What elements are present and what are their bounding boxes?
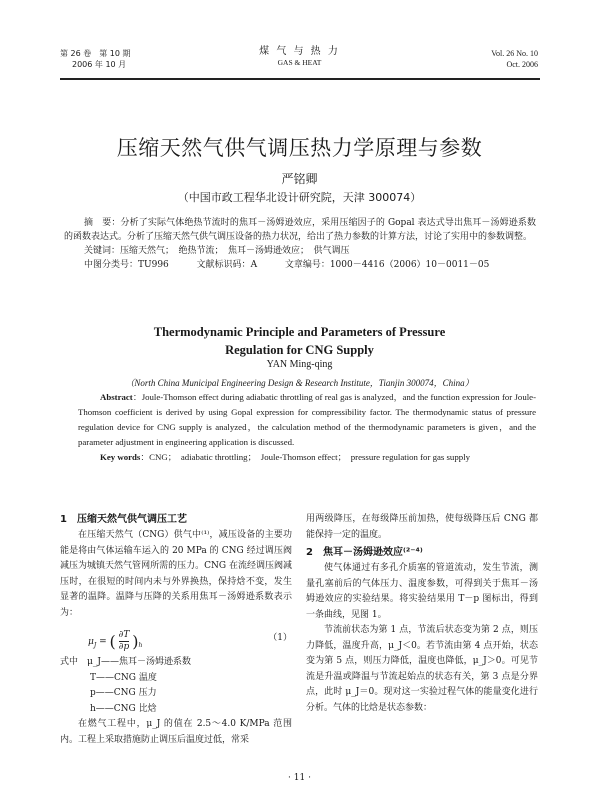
paragraph: 用两级降压，在每级降压前加热，使每级降压后 CNG 都能保持一定的温度。 xyxy=(306,514,538,540)
section-1-heading: 1 压缩天然气供气调压工艺 xyxy=(60,514,187,525)
header-rule xyxy=(60,78,540,80)
paragraph: 使气体通过有多孔介质塞的管道流动，发生节流，测量孔塞前后的气体压力、温度参数，可得到关于焦耳－汤姆逊效应的实验结果。将实验结果用 T－p 图标出，得到一条曲线，见图 1。 xyxy=(306,563,538,620)
english-affiliation: （North China Municipal Engineering Design & Research Institute，Tianjin 300074，China） xyxy=(125,378,474,388)
header-journal: 煤 气 与 热 力 GAS & HEAT xyxy=(259,46,340,67)
paragraph: 节流前状态为第 1 点，节流后状态变为第 2 点，则压力降低，温度升高，μ_J＜0。若节流由第 4 点开始，状态变为第 5 点，则压力降低，温度也降低，μ_J＞0。可见节流是升温或降温与节流起始点的状态有关，第 3 点是分界点，此时 μ_J＝0。现对这一实验过程气体的能量变化进行分析。气体的比焓是状态参数： xyxy=(306,625,538,713)
author: 严铭卿 xyxy=(281,172,318,186)
header-volume-cn: 第 26 卷 第 10 期 2006 年 10 月 xyxy=(60,49,131,69)
where-item: p——CNG 压力 xyxy=(90,688,157,698)
keywords-en: Key words：CNG； adiabatic throttling； Joule-Thomson effect； pressure regulation for gas supply xyxy=(100,452,470,462)
classification-cn: 中图分类号：TU996 文献标识码：A 文章编号：1000－4416（2006）10－0011－05 xyxy=(84,260,490,270)
where-item: h——CNG 比焓 xyxy=(90,703,157,714)
body-right-column xyxy=(306,512,538,716)
paragraph: 在压缩天然气（CNG）供气中⁽¹⁾，减压设备的主要功能是将由气体运输车运入的 20 MPa 的 CNG 经过调压阀减压为城镇天然气管网所需的压力。CNG 在流经调压阀减压时，在很短的时间内未与外界换热，保持焓不变，发生显著的温降。温降与压降的关系用焦耳－汤姆逊系数表示为： xyxy=(60,530,292,618)
paper-title: 压缩天然气供气调压热力学原理与参数 xyxy=(116,136,483,160)
where-clause: 式中 μ_J——焦耳－汤姆逊系数 xyxy=(60,657,191,667)
header-volume-en: Vol. 26 No. 10 Oct. 2006 xyxy=(491,49,538,69)
abstract-cn xyxy=(64,216,536,272)
abstract-en-paragraph: Abstract：Joule-Thomson effect during adiabatic throttling of real gas is analyzed，and the function expression for Joule-Thomson coefficient is derived by using Gopal expression for compressibility factor. The thermodynamic status of pressure regulation device for CNG supply is analyzed，the calculation method of the thermodynamic parameters is given，and the parameter adjustment in engineering application is discussed. xyxy=(78,392,536,447)
body-left-column xyxy=(60,512,292,748)
page-number: · 11 · xyxy=(288,773,311,783)
where-item: T——CNG 温度 xyxy=(90,672,157,683)
english-author: YAN Ming-qing xyxy=(266,359,333,370)
section-2-heading: 2 焦耳－汤姆逊效应⁽²⁻⁴⁾ xyxy=(306,547,423,558)
keywords-cn: 关键词：压缩天然气； 绝热节流； 焦耳－汤姆逊效应； 供气调压 xyxy=(84,246,350,256)
affiliation: （中国市政工程华北设计研究院，天津 300074） xyxy=(177,191,422,204)
paragraph: 在燃气工程中，μ_J 的值在 2.5～4.0 K/MPa 范围内。工程上采取措施防止调压后温度过低，常采 xyxy=(60,719,292,745)
abstract-cn-paragraph: 摘 要：分析了实际气体绝热节流时的焦耳－汤姆逊效应，采用压缩因子的 Gopal 表达式导出焦耳－汤姆逊系数的函数表达式。分析了压缩天然气供气调压设备的热力状况，给出了热力参数的计算方法，讨论了实用中的参数调整。 xyxy=(64,218,536,242)
english-title: Thermodynamic Principle and Parameters of Pressure Regulation for CNG Supply xyxy=(153,325,446,357)
abstract-en xyxy=(78,390,536,465)
equation-1: $\mu_J$ = ( $\frac{\partial T}{\partial p}$ )$_h$ （1） xyxy=(88,630,292,652)
